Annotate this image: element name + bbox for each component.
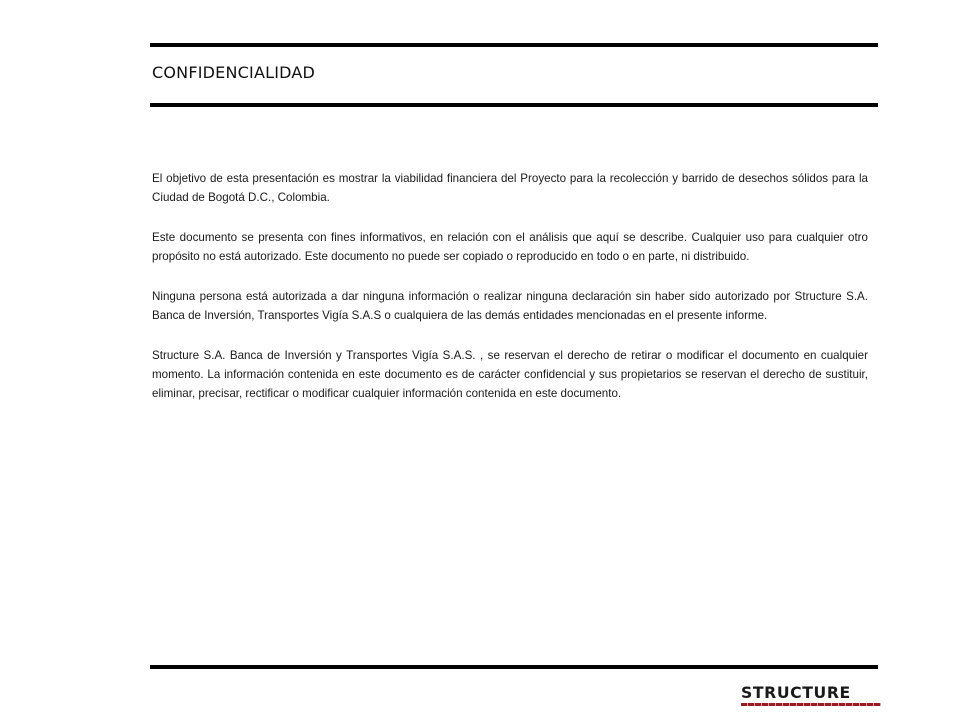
confidentiality-body bbox=[152, 169, 868, 424]
paragraph-informative-purpose: Este documento se presenta con fines informativos, en relación con el análisis que aquí se describe. Cualquier uso para cualquier otro propósito no está autorizado. Este documento no puede ser copiado o reproducido en todo o en parte, ni distribuido. bbox=[152, 231, 868, 263]
paragraph-authorization: Ninguna persona está autorizada a dar ninguna información o realizar ninguna declaración sin haber sido autorizado por Structure S.A. Banca de Inversión, Transportes Vigía S.A.S o cualquiera de las demás entidades mencionadas en el presente informe. bbox=[152, 290, 868, 322]
page-title: CONFIDENCIALIDAD bbox=[152, 63, 316, 82]
top-rule bbox=[150, 43, 878, 47]
logo-wordmark: STRUCTURE bbox=[741, 683, 851, 702]
structure-logo bbox=[741, 685, 881, 707]
paragraph-rights-reserved: Structure S.A. Banca de Inversión y Transportes Vigía S.A.S. , se reservan el derecho de retirar o modificar el documento en cualquier momento. La información contenida en este documento es de carácter confidencial y sus propietarios se reservan el derecho de sustituir, eliminar, precisar, rectificar o modificar cualquier información contenida en este documento. bbox=[152, 349, 868, 400]
footer-rule bbox=[150, 665, 878, 669]
title-underline-rule bbox=[150, 103, 878, 107]
logo-stripe-pattern bbox=[741, 703, 881, 706]
paragraph-objective: El objetivo de esta presentación es mostrar la viabilidad financiera del Proyecto para la recolección y barrido de desechos sólidos para la Ciudad de Bogotá D.C., Colombia. bbox=[152, 172, 868, 204]
